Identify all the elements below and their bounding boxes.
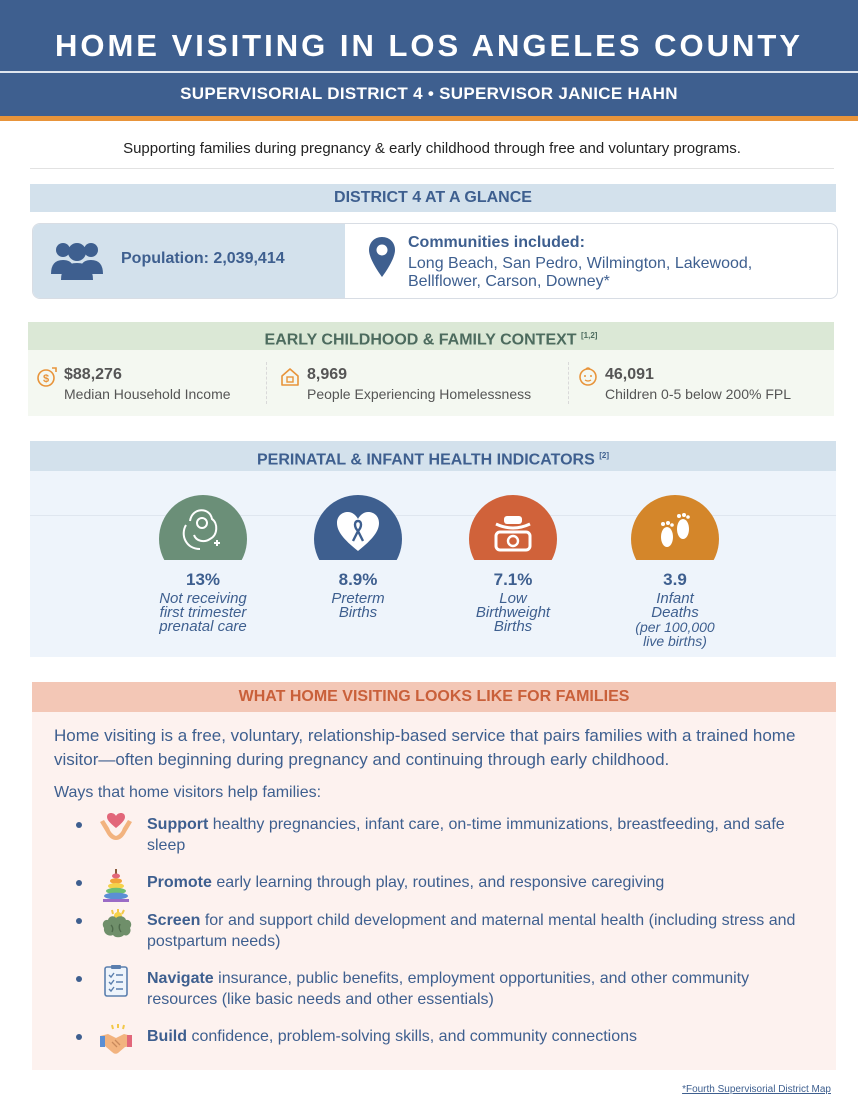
- infant-deaths-label: [595, 592, 755, 648]
- birthweight-label: [433, 592, 593, 634]
- item-description: early learning through play, routines, and responsive caregiving: [211, 874, 665, 891]
- context-divider: [568, 362, 569, 404]
- item-description: for and support child development and maternal mental health (including stress and postpartum needs): [147, 912, 796, 950]
- families-heading: WHAT HOME VISITING LOOKS LIKE FOR FAMILIES: [32, 682, 836, 712]
- tagline: Supporting families during pregnancy & early childhood through free and voluntary programs.: [123, 140, 741, 157]
- prenatal-label-line: Not receiving: [159, 590, 247, 607]
- house-icon: [279, 366, 301, 388]
- birthweight-value: 7.1%: [493, 570, 533, 589]
- infant-deaths-label-line: (per 100,000: [635, 619, 715, 635]
- birthweight-label-line: Births: [493, 618, 533, 635]
- scale-icon: [488, 508, 538, 558]
- preterm-label-line: Preterm: [331, 590, 385, 607]
- health-heading: [30, 441, 836, 471]
- homelessness-label: People Experiencing Homelessness: [307, 386, 532, 402]
- item-text: [147, 814, 817, 856]
- bullet: [76, 1034, 82, 1040]
- context-divider: [266, 362, 267, 404]
- header-divider: [0, 71, 858, 73]
- item-keyword: Screen: [147, 912, 201, 929]
- birthweight-label-line: Low: [499, 590, 527, 607]
- item-description: insurance, public benefits, employment opportunities, and other community resources (like basic needs and other essentials): [147, 970, 750, 1008]
- communities-label: Communities included:: [408, 234, 585, 251]
- families-panel: [32, 712, 836, 1070]
- indicator-low-birthweight: [433, 495, 593, 634]
- bullet: [76, 918, 82, 924]
- heart-ribbon-icon: [333, 507, 383, 557]
- context-heading: [28, 322, 834, 350]
- svg-text:$: $: [42, 373, 50, 385]
- people-icon: [49, 240, 105, 282]
- glance-card: [32, 223, 838, 299]
- families-ways-label: Ways that home visitors help families:: [54, 784, 322, 801]
- item-keyword: Support: [147, 816, 209, 833]
- item-text: [147, 968, 817, 1010]
- infant-deaths-label-line: live births): [643, 633, 707, 649]
- glance-heading: DISTRICT 4 AT A GLANCE: [30, 184, 836, 212]
- communities-list: Long Beach, San Pedro, Wilmington, Lakewood, Bellflower, Carson, Downey*: [408, 255, 753, 290]
- item-keyword: Promote: [147, 874, 212, 891]
- dollar-icon: [36, 366, 58, 388]
- page-subtitle: SUPERVISORIAL DISTRICT 4 • SUPERVISOR JANICE HAHN: [180, 84, 678, 103]
- prenatal-label: [123, 592, 283, 634]
- footprints-icon: [650, 507, 700, 557]
- preterm-value: 8.9%: [338, 570, 378, 589]
- prenatal-label-line: prenatal care: [159, 618, 247, 635]
- handshake-icon: [98, 1022, 134, 1056]
- header-banner: [0, 0, 858, 121]
- infant-deaths-value: 3.9: [663, 570, 687, 589]
- hands-heart-icon: [98, 810, 134, 844]
- bullet: [76, 976, 82, 982]
- context-heading-text: EARLY CHILDHOOD & FAMILY CONTEXT: [264, 331, 577, 349]
- item-description: confidence, problem-solving skills, and community connections: [187, 1028, 637, 1045]
- income-value: $88,276: [64, 366, 122, 383]
- children-label: Children 0-5 below 200% FPL: [605, 386, 791, 402]
- item-text: [147, 872, 817, 893]
- infant-deaths-label-line: Infant: [656, 590, 694, 607]
- context-panel: [28, 350, 834, 416]
- health-heading-text: PERINATAL & INFANT HEALTH INDICATORS: [256, 451, 595, 469]
- bullet: [76, 822, 82, 828]
- bullet: [76, 880, 82, 886]
- stacking-rings-icon: [98, 868, 134, 902]
- item-keyword: Build: [147, 1028, 187, 1045]
- indicator-prenatal-care: [123, 495, 283, 634]
- location-pin-icon: [367, 235, 397, 279]
- infant-deaths-label-line: Deaths: [651, 604, 699, 621]
- item-keyword: Navigate: [147, 970, 214, 987]
- pregnancy-icon: [170, 501, 236, 567]
- income-label: Median Household Income: [64, 386, 231, 402]
- health-heading-ref: [2]: [599, 451, 609, 460]
- prenatal-value: 13%: [185, 570, 221, 589]
- item-text: [147, 910, 817, 952]
- families-intro: Home visiting is a free, voluntary, relationship-based service that pairs families with a trained home visitor—often beginning during pregnancy and continuing through early childhood.: [54, 726, 796, 769]
- item-description: healthy pregnancies, infant care, on-time immunizations, breastfeeding, and safe sleep: [147, 816, 785, 854]
- indicator-preterm: [278, 495, 438, 620]
- homelessness-value: 8,969: [307, 366, 348, 383]
- prenatal-label-line: first trimester: [159, 604, 247, 621]
- children-value: 46,091: [605, 366, 654, 383]
- preterm-label: [278, 592, 438, 620]
- context-heading-ref: [1,2]: [581, 331, 598, 340]
- birthweight-label-line: Birthweight: [475, 604, 551, 621]
- clipboard-icon: [98, 964, 134, 998]
- district-map-link[interactable]: *Fourth Supervisorial District Map: [682, 1084, 831, 1095]
- tagline-divider: [30, 168, 834, 169]
- item-text: [147, 1026, 817, 1047]
- preterm-label-line: Births: [338, 604, 378, 621]
- baby-icon: [577, 366, 599, 388]
- page-title: HOME VISITING IN LOS ANGELES COUNTY: [54, 28, 803, 63]
- indicator-infant-deaths: [595, 495, 755, 648]
- brain-icon: [98, 906, 134, 940]
- population-value: Population: 2,039,414: [121, 250, 285, 267]
